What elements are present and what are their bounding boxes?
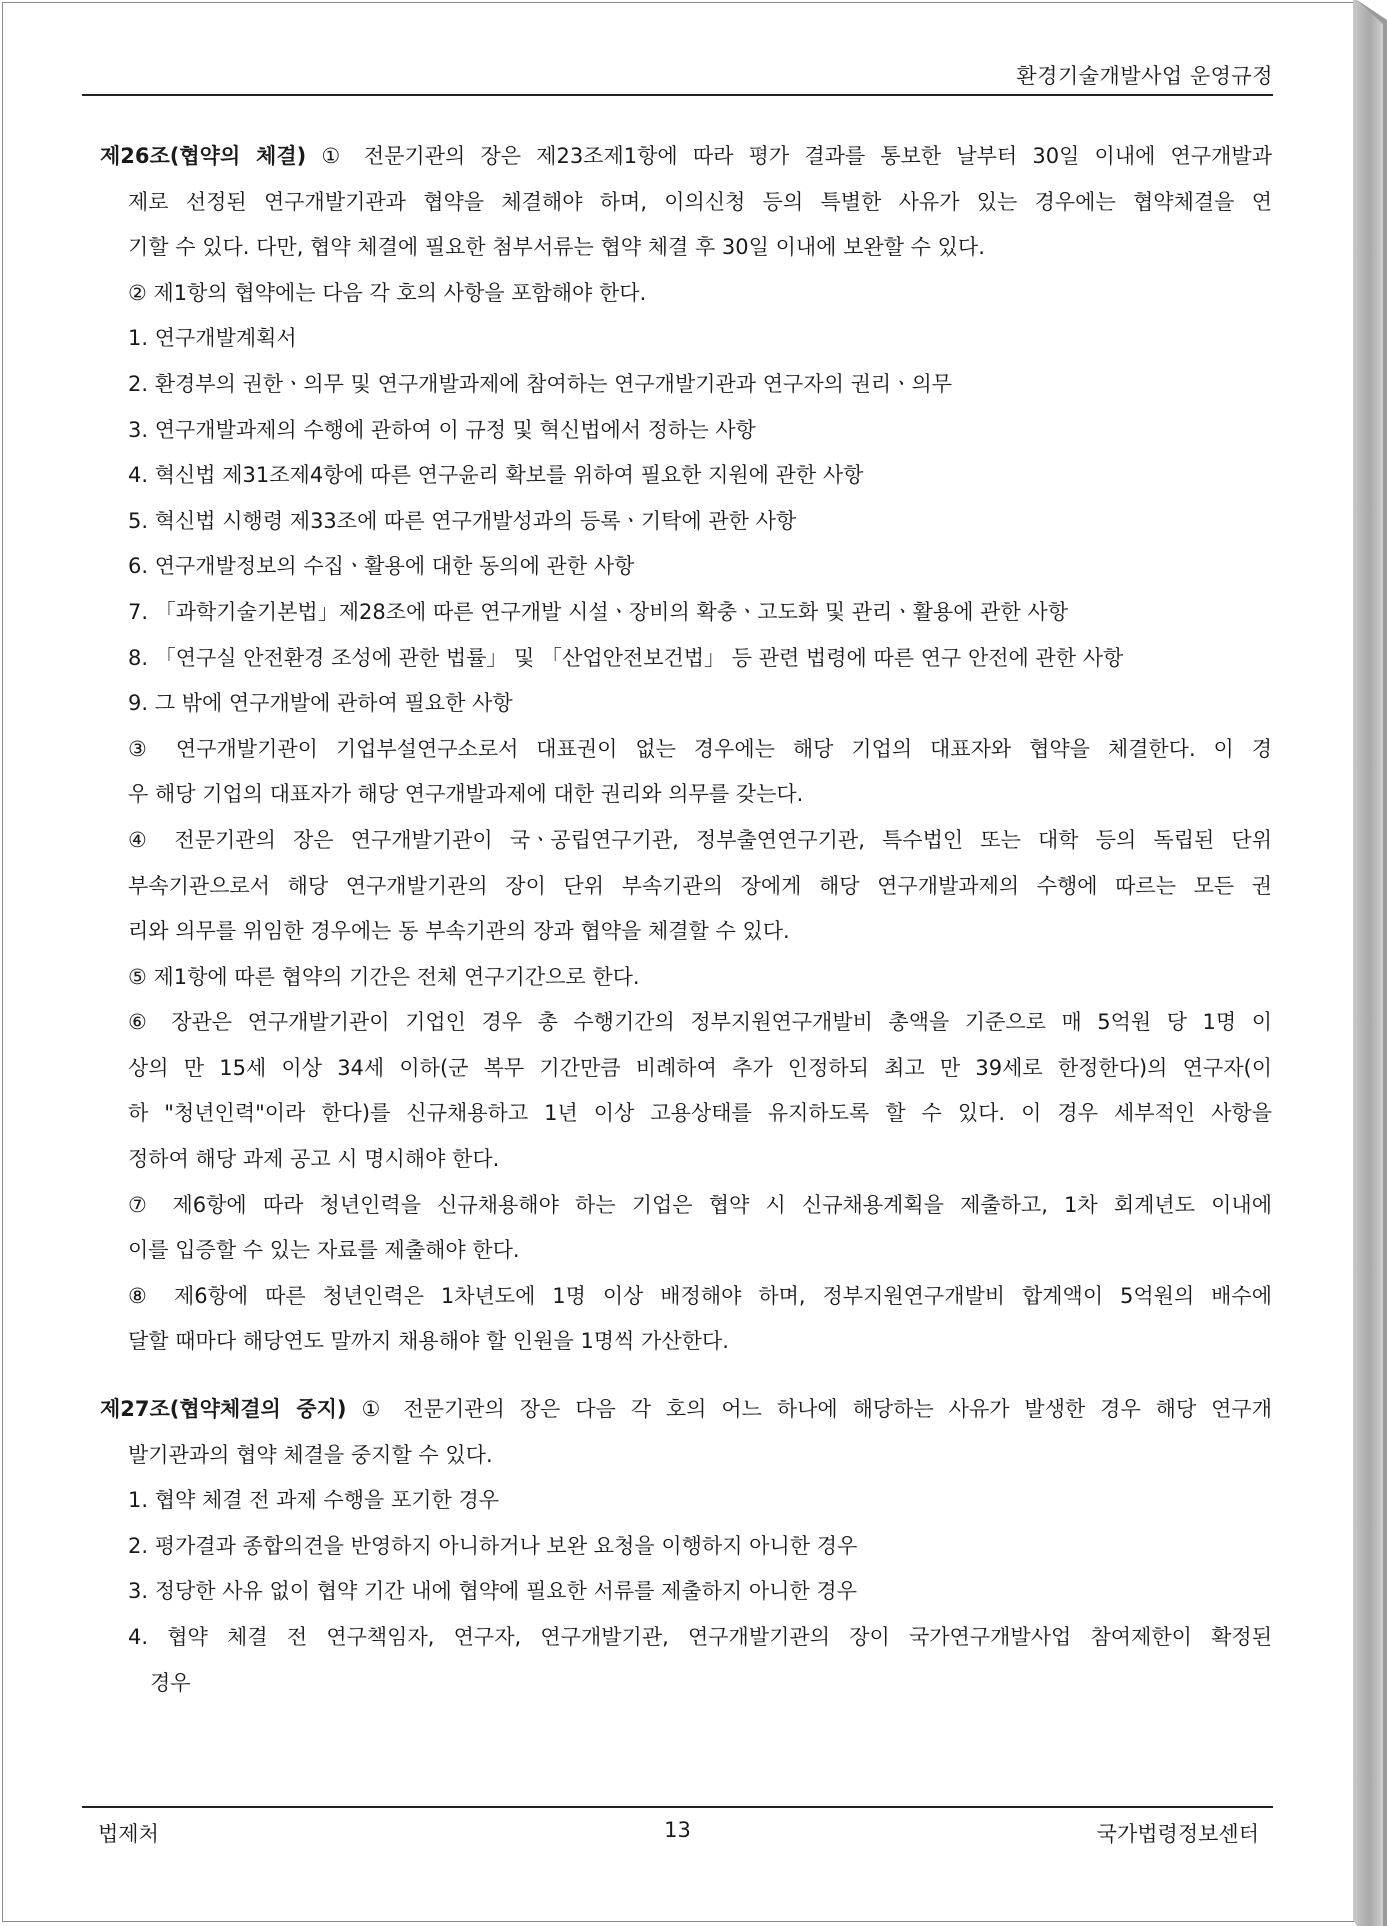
text-line: 부속기관으로서 해당 연구개발기관의 장이 단위 부속기관의 장에게 해당 연구개발과제의 수행에 따르는 모든 권 <box>128 873 1272 898</box>
text-line: ⑥ 장관은 연구개발기관이 기업인 경우 총 수행기간의 정부지원연구개발비 총액을 기준으로 매 5억원 당 1명 이 <box>128 1010 1272 1035</box>
text-line: ④ 전문기관의 장은 연구개발기관이 국ㆍ공립연구기관, 정부출연연구기관, 특수법인 또는 대학 등의 독립된 단위 <box>128 827 1272 852</box>
list-item: 4. 혁신법 제31조제4항에 따른 연구윤리 확보를 위하여 필요한 지원에 관한 사항 <box>128 463 864 488</box>
list-item: 4. 협약 체결 전 연구책임자, 연구자, 연구개발기관, 연구개발기관의 장이 국가연구개발사업 참여제한이 확정된 <box>128 1625 1272 1649</box>
list-item-continuation: 경우 <box>150 1670 191 1695</box>
footer-publisher: 국가법령정보센터 <box>1096 1822 1259 1846</box>
footer-source: 법제처 <box>98 1822 159 1846</box>
list-item: 3. 정당한 사유 없이 협약 기간 내에 협약에 필요한 서류를 제출하지 아니한 경우 <box>128 1579 858 1604</box>
list-item: 8. 「연구실 안전환경 조성에 관한 법률」 및 「산업안전보건법」 등 관련 법령에 따른 연구 안전에 관한 사항 <box>128 645 1124 670</box>
text-line: 기할 수 있다. 다만, 협약 체결에 필요한 첨부서류는 협약 체결 후 30일 이내에 보완할 수 있다. <box>128 235 985 260</box>
article-26-line-0: 제26조(협약의 체결) ① 전문기관의 장은 제23조제1항에 따라 평가 결과를 통보한 날부터 30일 이내에 연구개발과 <box>100 144 1272 168</box>
text-line: ② 제1항의 협약에는 다음 각 호의 사항을 포함해야 한다. <box>128 280 647 305</box>
text-line: 정하여 해당 과제 공고 시 명시해야 한다. <box>128 1147 500 1172</box>
article-27-line-0: 제27조(협약체결의 중지) ① 전문기관의 장은 다음 각 호의 어느 하나에 해당하는 사유가 발생한 경우 해당 연구개 <box>100 1397 1272 1422</box>
text-line: ⑦ 제6항에 따라 청년인력을 신규채용해야 하는 기업은 협약 시 신규채용계획을 제출하고, 1차 회계년도 이내에 <box>128 1192 1272 1217</box>
article-heading: 제27조(협약체결의 중지) <box>100 1397 347 1422</box>
list-item: 7. 「과학기술기본법」제28조에 따른 연구개발 시설ㆍ장비의 확충ㆍ고도화 및 관리ㆍ활용에 관한 사항 <box>128 599 1068 624</box>
text-line: 리와 의무를 위임한 경우에는 동 부속기관의 장과 협약을 체결할 수 있다. <box>128 919 790 944</box>
text-line: 하 "청년인력"이라 한다)를 신규채용하고 1년 이상 고용상태를 유지하도록 할 수 있다. 이 경우 세부적인 사항을 <box>128 1101 1272 1126</box>
text-line: ③ 연구개발기관이 기업부설연구소로서 대표권이 없는 경우에는 해당 기업의 대표자와 협약을 체결한다. 이 경 <box>128 736 1272 761</box>
article-heading: 제26조(협약의 체결) <box>100 144 307 168</box>
page-header <box>82 56 1273 96</box>
list-item: 1. 연구개발계획서 <box>128 326 297 351</box>
list-item: 9. 그 밖에 연구개발에 관하여 필요한 사항 <box>128 691 513 716</box>
list-item: 2. 환경부의 권한ㆍ의무 및 연구개발과제에 참여하는 연구개발기관과 연구자의 권리ㆍ의무 <box>128 371 953 396</box>
list-item: 1. 협약 체결 전 과제 수행을 포기한 경우 <box>128 1488 500 1513</box>
page-number: 13 <box>664 1818 691 1842</box>
list-item: 3. 연구개발과제의 수행에 관하여 이 규정 및 혁신법에서 정하는 사항 <box>128 417 756 442</box>
list-item: 6. 연구개발정보의 수집ㆍ활용에 대한 동의에 관한 사항 <box>128 554 635 579</box>
text-line: 달할 때마다 해당연도 말까지 채용해야 할 인원을 1명씩 가산한다. <box>128 1329 729 1354</box>
page-curl-shadow <box>1353 0 1387 1926</box>
text-line: ⑧ 제6항에 따른 청년인력은 1차년도에 1명 이상 배정해야 하며, 정부지원연구개발비 합계액이 5억원의 배수에 <box>128 1283 1272 1308</box>
list-item: 5. 혁신법 시행령 제33조에 따른 연구개발성과의 등록ㆍ기탁에 관한 사항 <box>128 508 797 533</box>
text-line: 이를 입증할 수 있는 자료를 제출해야 한다. <box>128 1238 520 1263</box>
text-line: 발기관과의 협약 체결을 중지할 수 있다. <box>128 1442 493 1467</box>
text-line: 상의 만 15세 이상 34세 이하(군 복무 기간만큼 비례하여 추가 인정하되 최고 만 39세로 한정한다)의 연구자(이 <box>128 1055 1272 1080</box>
text-line: ⑤ 제1항에 따른 협약의 기간은 전체 연구기간으로 한다. <box>128 964 640 989</box>
page-footer <box>82 1806 1273 1850</box>
text-line: 우 해당 기업의 대표자가 해당 연구개발과제에 대한 권리와 의무를 갖는다. <box>128 782 804 807</box>
document-body <box>100 134 1272 1706</box>
list-item: 2. 평가결과 종합의견을 반영하지 아니하거나 보완 요청을 이행하지 아니한 경우 <box>128 1533 858 1558</box>
header-title: 환경기술개발사업 운영규정 <box>1016 64 1273 88</box>
article-gap <box>100 1365 1272 1387</box>
text-line: 제로 선정된 연구개발기관과 협약을 체결해야 하며, 이의신청 등의 특별한 사유가 있는 경우에는 협약체결을 연 <box>128 189 1272 214</box>
